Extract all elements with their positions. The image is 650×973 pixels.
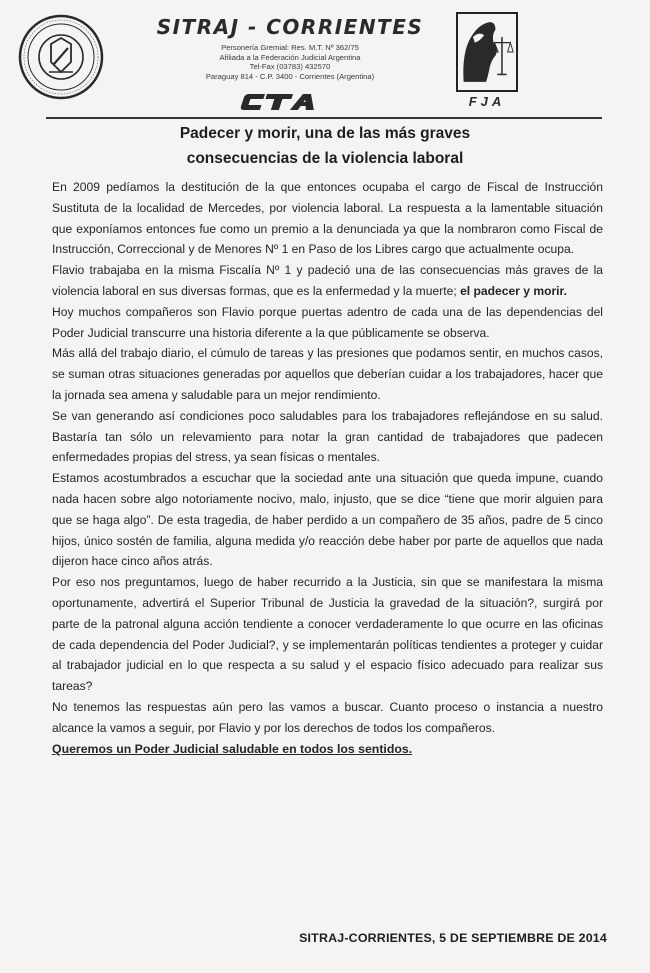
paragraph-1: En 2009 pedíamos la destitución de la que entonces ocupaba el cargo de Fiscal de Instrucción Sustituta de la localidad de Mercedes, por violencia laboral. La respuesta a la lamentable situación que exponíamos entonces fue como un premio a la denunciada ya que la nombraron como Fiscal de Instrucción, Correccional y de Menores Nº 1 en Paso de los Libres cargo que actualmente ocupa.: [52, 180, 603, 257]
closing-statement: Queremos un Poder Judicial saludable en todos los sentidos.: [52, 741, 413, 756]
letterhead-info: [140, 16, 440, 81]
sitraj-seal-icon: [18, 14, 104, 100]
header-divider: [46, 117, 602, 119]
fja-logo-icon: [456, 12, 518, 92]
document-body: [52, 177, 603, 759]
org-line-phone: Tel-Fax (03783) 432570: [249, 62, 331, 71]
paragraph-5: Se van generando así condiciones poco saludables para los trabajadores reflejándose en su salud. Bastaría tan sólo un relevamiento para notar la gran cantidad de trabajadores que padecen enfermedades propias del stress, ya sean físicas o mentales.: [52, 408, 603, 465]
title-line-1: Padecer y morir, una de las más graves: [179, 125, 471, 142]
org-line-affiliation: Afiliada a la Federación Judicial Argentina: [219, 52, 361, 62]
paragraph-2: [52, 260, 603, 302]
paragraph-3: Hoy muchos compañeros son Flavio porque puertas adentro de cada una de las dependencias del Poder Judicial transcurre una historia diferente a la que públicamente se observa.: [52, 304, 603, 340]
fja-logo-label: FJA: [468, 94, 506, 109]
title-line-2: consecuencias de la violencia laboral: [186, 150, 464, 167]
paragraph-2-emphasis: el padecer y morir.: [460, 283, 567, 298]
cta-logo-label: CTA: [281, 106, 283, 107]
paragraph-7: Por eso nos preguntamos, luego de haber recurrido a la Justicia, sin que se manifestara la misma oportunamente, advertirá el Superior Tribunal de Justicia la gravedad de la situación?, surgirá por parte de la patronal alguna acción tendiente a conocer verdaderamente lo que ocurre en las oficinas de cada dependencia del Poder Judicial?, y se implementarán políticas tendientes a proteger y cuidar al trabajador judicial en lo que respecta a su salud y el espacio físico adecuado para realizar sus tareas?: [52, 575, 603, 694]
document-title: [40, 121, 610, 171]
paragraph-2-text: Flavio trabajaba en la misma Fiscalía Nº 1 y padeció una de las consecuencias más graves de la violencia laboral en sus diversas formas, que es la enfermedad y la muerte;: [52, 263, 603, 298]
paragraph-4: Más allá del trabajo diario, el cúmulo de tareas y las presiones que podamos sentir, en muchos casos, se suman otras situaciones generadas por aquellos que deberían cuidar a los trabajadores, hacer que la jornada sea amena y saludable para un mejor rendimiento.: [52, 346, 603, 402]
cta-logo-icon: [238, 91, 326, 113]
paragraph-6: Estamos acostumbrados a escuchar que la sociedad ante una situación que queda impune, cuando nada hacen sobre algo notoriamente nocivo, malo, injusto, que se dice “tiene que morir alguien para que se haga algo”. De esta tragedia, de haber perdido a un compañero de 35 años, padre de 5 cinco hijos, único sostén de familia, alguna medida y/o reacción debe haber por parte de aquellos que nada dijeron hace cinco años atrás.: [52, 471, 603, 569]
signature-date: SITRAJ-CORRIENTES, 5 DE SEPTIEMBRE DE 2014: [299, 931, 607, 945]
paragraph-8: No tenemos las respuestas aún pero las vamos a buscar. Cuanto proceso o instancia a nuestro alcance la vamos a seguir, por Flavio y por los derechos de todos los compañeros.: [52, 699, 603, 735]
org-line-address: Paraguay 814 - C.P. 3400 - Corrientes (Argentina): [205, 71, 375, 81]
org-name: SITRAJ - CORRIENTES: [156, 15, 424, 39]
org-line-registration: Personería Gremial: Res. M.T. Nº 362/75: [221, 43, 359, 52]
